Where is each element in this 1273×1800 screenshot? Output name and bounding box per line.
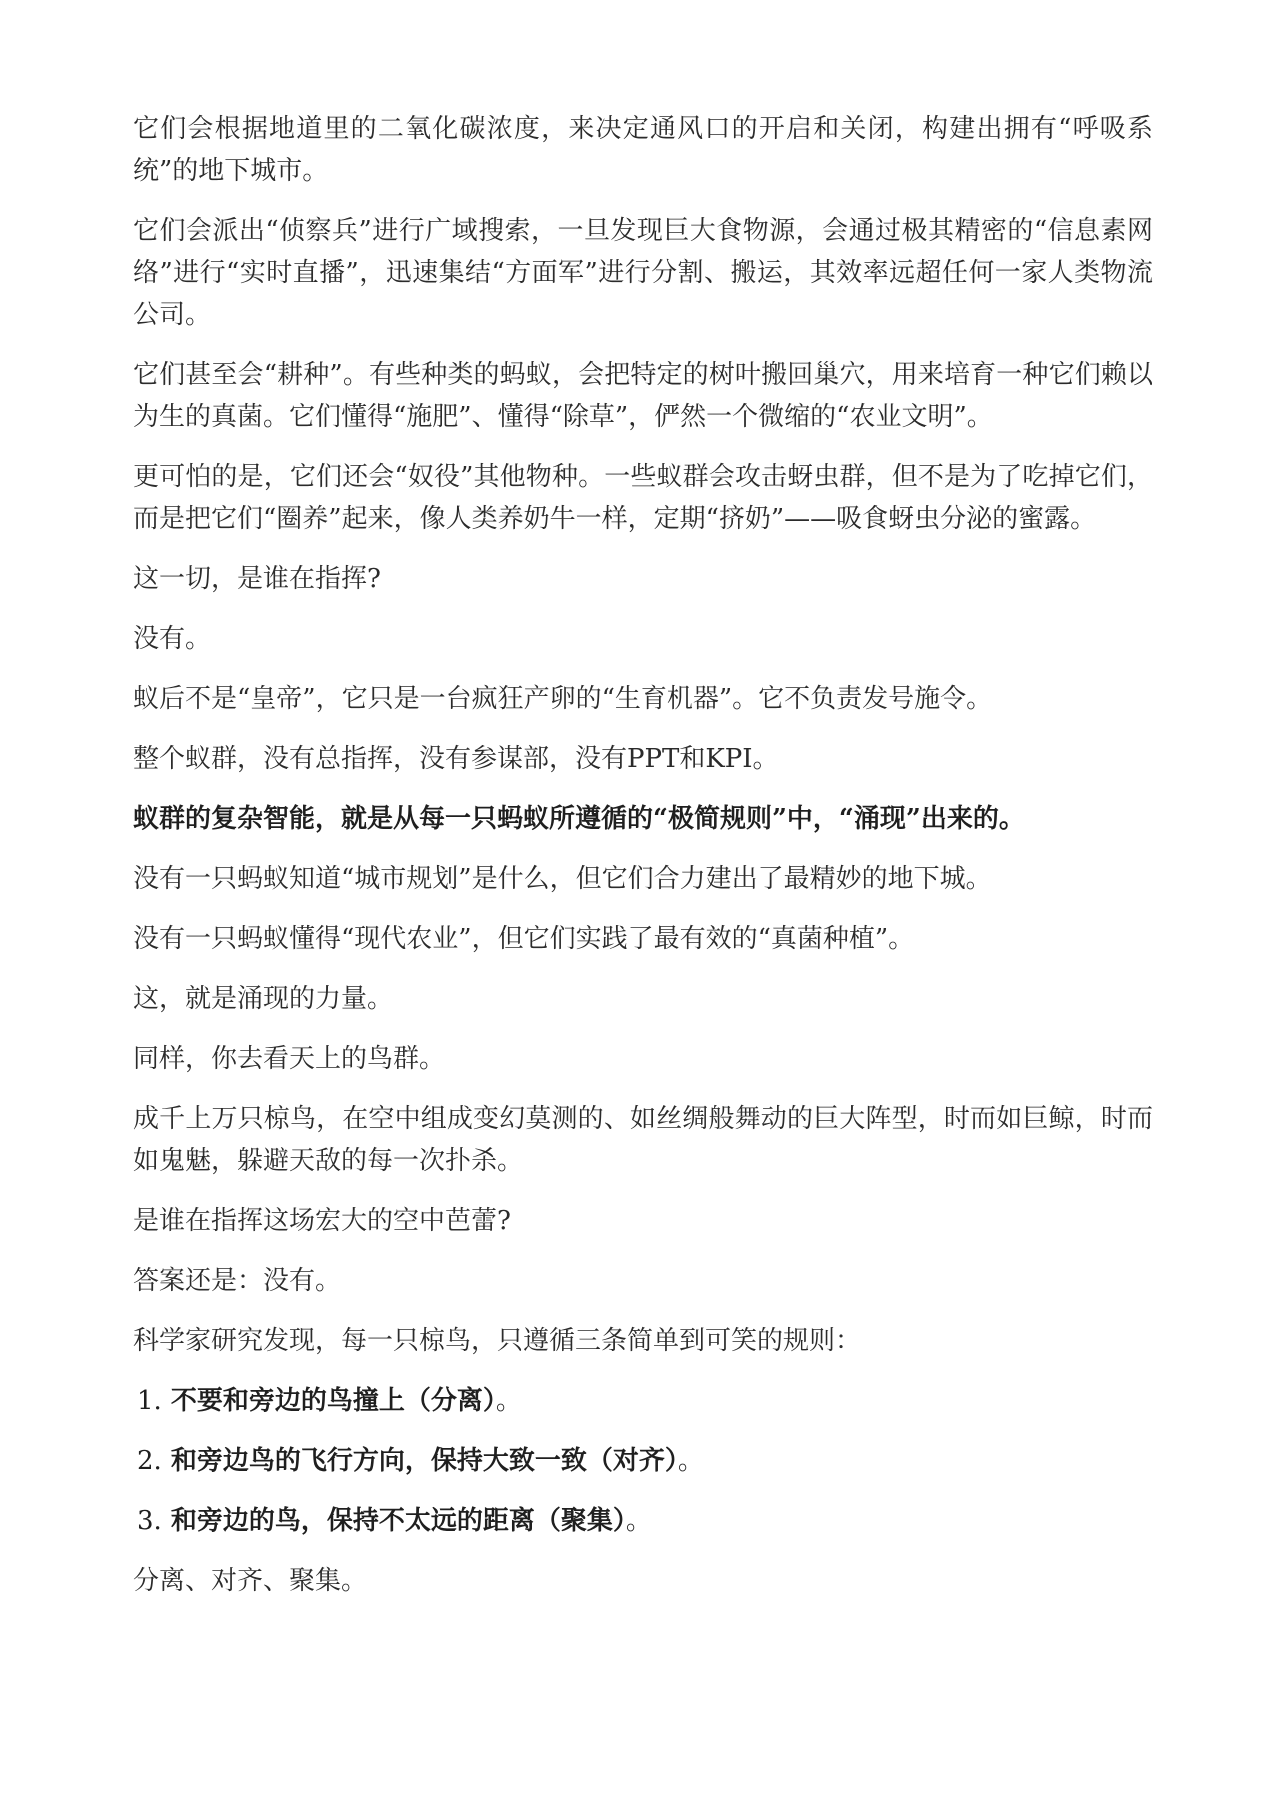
paragraph: 它们甚至会“耕种”。有些种类的蚂蚁，会把特定的树叶搬回巢穴，用来培育一种它们赖以为生的真菌。它们懂得“施肥”、懂得“除草”，俨然一个微缩的“农业文明”。 — [133, 360, 1153, 432]
paragraph: 没有一只蚂蚁知道“城市规划”是什么，但它们合力建出了最精妙的地下城。 — [133, 864, 992, 894]
rule-end-mark: 。 — [495, 1386, 522, 1416]
article-body-bottom — [133, 1560, 1153, 1602]
paragraph: 整个蚁群，没有总指挥，没有参谋部，没有PPT和KPI。 — [133, 744, 779, 774]
rule-number: 2. — [137, 1446, 162, 1476]
paragraph: 是谁在指挥这场宏大的空中芭蕾? — [133, 1206, 511, 1236]
paragraph: 没有。 — [133, 624, 212, 654]
rule-item — [137, 1500, 1153, 1542]
paragraph: 科学家研究发现，每一只椋鸟，只遵循三条简单到可笑的规则： — [133, 1326, 862, 1356]
rule-end-mark: 。 — [625, 1506, 652, 1536]
rule-end-mark: 。 — [677, 1446, 704, 1476]
paragraph: 同样，你去看天上的鸟群。 — [133, 1044, 446, 1074]
rule-text: 不要和旁边的鸟撞上（分离） — [170, 1386, 496, 1416]
rules-list — [133, 1380, 1153, 1542]
paragraph: 它们会派出“侦察兵”进行广域搜索，一旦发现巨大食物源，会通过极其精密的“信息素网络”进行“实时直播”，迅速集结“方面军”进行分割、搬运，其效率远超任何一家人类物流公司。 — [133, 216, 1153, 330]
paragraph: 分离、对齐、聚集。 — [133, 1566, 368, 1596]
paragraph: 这，就是涌现的力量。 — [133, 984, 394, 1014]
paragraph: 没有一只蚂蚁懂得“现代农业”，但它们实践了最有效的“真菌种植”。 — [133, 924, 915, 954]
rule-text: 和旁边鸟的飞行方向，保持大致一致（对齐） — [170, 1446, 678, 1476]
rule-item — [137, 1380, 1153, 1422]
rule-item — [137, 1440, 1153, 1482]
paragraph: 答案还是：没有。 — [133, 1266, 342, 1296]
rule-text: 和旁边的鸟，保持不太远的距离（聚集） — [170, 1506, 626, 1536]
paragraph: 更可怕的是，它们还会“奴役”其他物种。一些蚁群会攻击蚜虫群，但不是为了吃掉它们，而是把它们“圈养”起来，像人类养奶牛一样，定期“挤奶”——吸食蚜虫分泌的蜜露。 — [133, 462, 1153, 534]
rule-number: 3. — [137, 1506, 162, 1536]
article-body-top — [133, 108, 1153, 1362]
document-page — [133, 108, 1153, 1620]
rule-number: 1. — [137, 1386, 162, 1416]
paragraph: 它们会根据地道里的二氧化碳浓度，来决定通风口的开启和关闭，构建出拥有“呼吸系统”的地下城市。 — [133, 114, 1153, 186]
paragraph: 蚁后不是“皇帝”，它只是一台疯狂产卵的“生育机器”。它不负责发号施令。 — [133, 684, 993, 714]
bold-paragraph: 蚁群的复杂智能，就是从每一只蚂蚁所遵循的“极简规则”中，“涌现”出来的。 — [133, 804, 1025, 834]
paragraph: 成千上万只椋鸟，在空中组成变幻莫测的、如丝绸般舞动的巨大阵型，时而如巨鲸，时而如鬼魅，躲避天敌的每一次扑杀。 — [133, 1104, 1153, 1176]
paragraph: 这一切，是谁在指挥? — [133, 564, 381, 594]
